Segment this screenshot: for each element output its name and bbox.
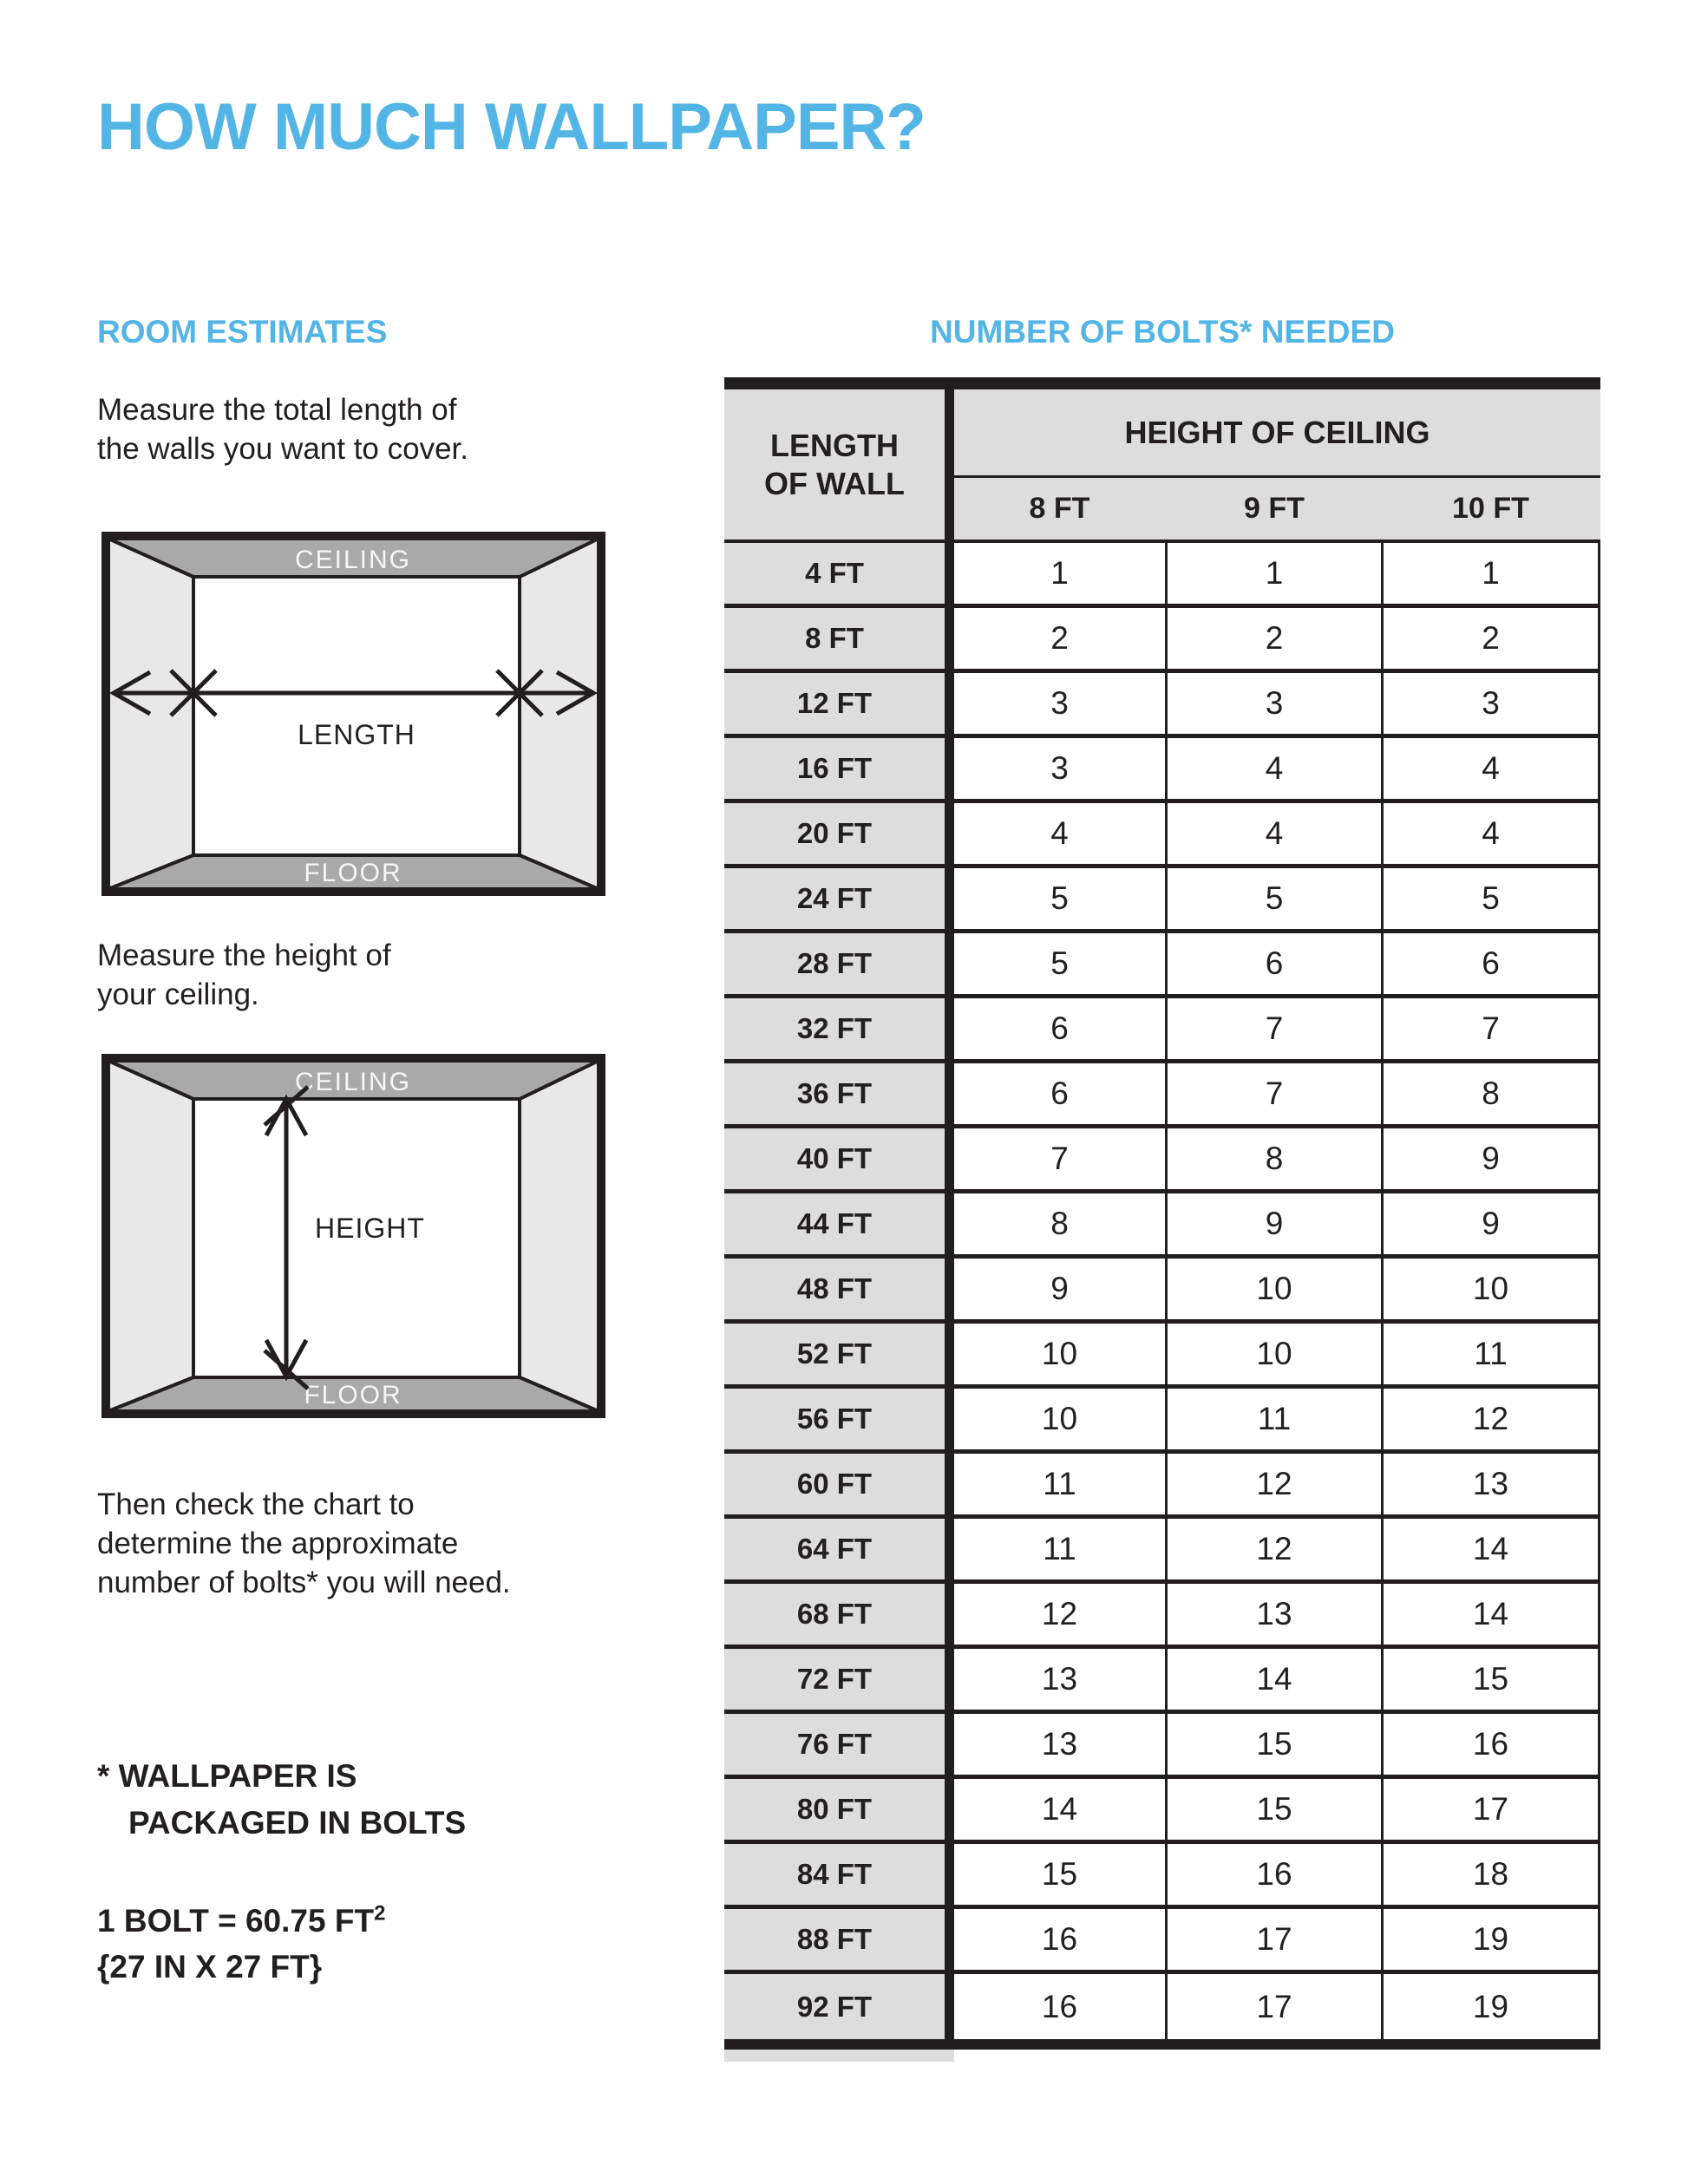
measure-height-paragraph: [97, 936, 391, 1014]
value-cell: 13: [954, 1649, 1165, 1710]
value-cell: 3: [954, 673, 1165, 734]
table-divider: [945, 1714, 954, 1775]
table-divider: [945, 1063, 954, 1124]
row-label: 64 FT: [724, 1519, 945, 1579]
row-label: 16 FT: [724, 738, 945, 799]
bolt-equation-exponent: 2: [374, 1901, 386, 1926]
table-right-border: [1598, 1909, 1600, 1970]
value-cell: 2: [954, 608, 1165, 669]
value-cell: 19: [1384, 1909, 1598, 1970]
table-right-border: [1598, 1193, 1600, 1254]
row-label: 84 FT: [724, 1844, 945, 1905]
value-cell: 3: [1384, 673, 1598, 734]
table-divider: [945, 933, 954, 994]
bolts-footnote: [97, 1753, 466, 1847]
table-right-border: [1598, 803, 1600, 864]
bolt-dimensions: {27 IN X 27 FT}: [97, 1949, 323, 1985]
table-divider: [945, 1844, 954, 1905]
measure-length-paragraph: [97, 390, 468, 468]
table-row: [724, 1909, 1600, 1974]
table-right-border: [1598, 1844, 1600, 1905]
table-row: [724, 933, 1600, 998]
value-cell: 4: [1168, 803, 1381, 864]
row-label: 36 FT: [724, 1063, 945, 1124]
table-divider: [945, 1584, 954, 1645]
row-label: 52 FT: [724, 1324, 945, 1384]
value-cell: 9: [954, 1259, 1165, 1319]
value-cell: 13: [1384, 1454, 1598, 1514]
value-cell: 2: [1384, 608, 1598, 669]
value-cell: 1: [1384, 543, 1598, 604]
paragraph-line: number of bolts* you will need.: [97, 1566, 511, 1599]
table-divider: [945, 1909, 954, 1970]
value-cell: 14: [1384, 1519, 1598, 1579]
value-cell: 12: [1168, 1454, 1381, 1514]
table-divider: [945, 803, 954, 864]
bolt-equation: [97, 1898, 385, 1944]
room-height-diagram: [101, 1054, 605, 1418]
value-cell: 17: [1168, 1909, 1381, 1970]
table-row: [724, 1193, 1600, 1259]
table-divider: [945, 1324, 954, 1384]
table-row: [724, 738, 1600, 803]
paragraph-line: the walls you want to cover.: [97, 432, 468, 466]
table-right-border: [1598, 1324, 1600, 1384]
footnote-line: PACKAGED IN BOLTS: [128, 1805, 467, 1841]
value-cell: 11: [1384, 1324, 1598, 1384]
value-cell: 11: [954, 1454, 1165, 1514]
row-label: 80 FT: [724, 1779, 945, 1840]
table-right-border: [1598, 608, 1600, 669]
left-wall: [108, 539, 193, 889]
table-divider: [945, 1519, 954, 1579]
table-row: [724, 543, 1600, 608]
column-header: 9 FT: [1244, 492, 1305, 525]
header-line: OF WALL: [764, 465, 905, 501]
table-right-border: [1598, 998, 1600, 1059]
table-row: [724, 1844, 1600, 1909]
row-label: 40 FT: [724, 1128, 945, 1189]
value-cell: 3: [954, 738, 1165, 799]
table-divider: [945, 1259, 954, 1319]
value-cell: 12: [954, 1584, 1165, 1645]
table-divider: [945, 1974, 954, 2039]
table-row: [724, 1974, 1600, 2039]
table-row: [724, 1584, 1600, 1649]
length-label: LENGTH: [298, 719, 415, 750]
table-right-border: [1598, 1519, 1600, 1579]
right-wall: [520, 1061, 599, 1411]
value-cell: 6: [954, 1063, 1165, 1124]
value-cell: 5: [1168, 868, 1381, 929]
value-cell: 19: [1384, 1974, 1598, 2039]
row-label: 48 FT: [724, 1259, 945, 1319]
table-divider: [945, 1454, 954, 1514]
table-row: [724, 673, 1600, 738]
table-right-border: [1598, 1063, 1600, 1124]
bolts-needed-heading: NUMBER OF BOLTS* NEEDED: [930, 314, 1395, 350]
height-label: HEIGHT: [315, 1213, 425, 1244]
value-cell: 12: [1384, 1389, 1598, 1449]
table-divider: [945, 868, 954, 929]
row-label: 28 FT: [724, 933, 945, 994]
left-wall: [108, 1061, 193, 1411]
table-right-border: [1598, 1389, 1600, 1449]
bolts-needed-table: [724, 377, 1600, 2062]
value-cell: 8: [1384, 1063, 1598, 1124]
table-row: [724, 1714, 1600, 1779]
value-cell: 15: [1384, 1649, 1598, 1710]
value-cell: 1: [954, 543, 1165, 604]
value-cell: 14: [954, 1779, 1165, 1840]
table-right-border: [1598, 1974, 1600, 2039]
page-title: HOW MUCH WALLPAPER?: [97, 90, 926, 164]
table-right-border: [1598, 1128, 1600, 1189]
table-right-border: [1598, 1649, 1600, 1710]
value-cell: 4: [954, 803, 1165, 864]
value-cell: 10: [1168, 1259, 1381, 1319]
value-cell: 9: [1384, 1128, 1598, 1189]
column-headers-row: [954, 478, 1600, 539]
header-gap: [1598, 478, 1600, 539]
row-label: 32 FT: [724, 998, 945, 1059]
value-cell: 7: [1168, 998, 1381, 1059]
value-cell: 14: [1384, 1584, 1598, 1645]
table-divider: [945, 543, 954, 604]
value-cell: 18: [1384, 1844, 1598, 1905]
value-cell: 16: [954, 1909, 1165, 1970]
footnote-line: * WALLPAPER IS: [97, 1758, 357, 1794]
table-row: [724, 1519, 1600, 1584]
column-header: 10 FT: [1452, 492, 1529, 525]
value-cell: 5: [954, 933, 1165, 994]
row-label: 44 FT: [724, 1193, 945, 1254]
table-right-border: [1598, 1779, 1600, 1840]
table-right-border: [1598, 933, 1600, 994]
row-label: 76 FT: [724, 1714, 945, 1775]
height-of-ceiling-header: HEIGHT OF CEILING: [954, 389, 1600, 475]
table-row: [724, 1324, 1600, 1389]
table-right-border: [1598, 868, 1600, 929]
row-label: 56 FT: [724, 1389, 945, 1449]
table-right-border: [1598, 1454, 1600, 1514]
table-right-border: [1598, 1259, 1600, 1319]
value-cell: 1: [1168, 543, 1381, 604]
value-cell: 4: [1384, 738, 1598, 799]
table-right-border: [1598, 673, 1600, 734]
value-cell: 7: [954, 1128, 1165, 1189]
value-cell: 15: [1168, 1779, 1381, 1840]
floor-label: FLOOR: [304, 859, 402, 887]
value-cell: 17: [1168, 1974, 1381, 2039]
value-cell: 5: [1384, 868, 1598, 929]
value-cell: 6: [1168, 933, 1381, 994]
floor-label: FLOOR: [304, 1381, 402, 1409]
table-row: [724, 608, 1600, 673]
row-label: 68 FT: [724, 1584, 945, 1645]
row-label: 24 FT: [724, 868, 945, 929]
table-row: [724, 998, 1600, 1063]
row-label: 8 FT: [724, 608, 945, 669]
value-cell: 4: [1384, 803, 1598, 864]
table-divider: [945, 1649, 954, 1710]
value-cell: 16: [1168, 1844, 1381, 1905]
table-divider: [945, 1193, 954, 1254]
row-label: 72 FT: [724, 1649, 945, 1710]
value-cell: 16: [1384, 1714, 1598, 1775]
ceiling-label: CEILING: [294, 1068, 412, 1096]
table-divider: [945, 1128, 954, 1189]
value-cell: 17: [1384, 1779, 1598, 1840]
table-right-border: [1598, 543, 1600, 604]
table-row: [724, 1454, 1600, 1519]
table-row: [724, 1389, 1600, 1454]
table-divider: [945, 1389, 954, 1449]
value-cell: 14: [1168, 1649, 1381, 1710]
table-rows: [724, 543, 1600, 2039]
value-cell: 12: [1168, 1519, 1381, 1579]
table-row: [724, 1649, 1600, 1714]
value-cell: 10: [1168, 1324, 1381, 1384]
value-cell: 9: [1384, 1193, 1598, 1254]
table-right-border: [1598, 1584, 1600, 1645]
table-row: [724, 1779, 1600, 1844]
value-cell: 4: [1168, 738, 1381, 799]
row-label: 92 FT: [724, 1974, 945, 2039]
table-row: [724, 803, 1600, 868]
paragraph-line: Then check the chart to: [97, 1488, 415, 1521]
column-header: 8 FT: [1029, 492, 1090, 525]
table-divider: [945, 998, 954, 1059]
table-row: [724, 1063, 1600, 1128]
table-divider: [945, 608, 954, 669]
value-cell: 11: [1168, 1389, 1381, 1449]
paragraph-line: Measure the total length of: [97, 393, 457, 427]
value-cell: 15: [1168, 1714, 1381, 1775]
length-of-wall-header: [724, 389, 945, 539]
value-cell: 15: [954, 1844, 1165, 1905]
value-cell: 8: [954, 1193, 1165, 1254]
table-row: [724, 1128, 1600, 1193]
table-divider: [945, 673, 954, 734]
row-label: 12 FT: [724, 673, 945, 734]
paragraph-line: Measure the height of: [97, 938, 391, 972]
check-chart-paragraph: [97, 1485, 511, 1602]
bolt-size-info: [97, 1898, 385, 1990]
table-top-bar: [724, 377, 1600, 389]
row-label: 4 FT: [724, 543, 945, 604]
table-footer-stub: [724, 2050, 954, 2062]
paragraph-line: determine the approximate: [97, 1527, 459, 1560]
value-cell: 9: [1168, 1193, 1381, 1254]
row-label: 20 FT: [724, 803, 945, 864]
row-label: 60 FT: [724, 1454, 945, 1514]
value-cell: 10: [954, 1324, 1165, 1384]
table-right-border: [1598, 1714, 1600, 1775]
table-header: [724, 389, 1600, 539]
header-line: LENGTH: [770, 427, 899, 463]
table-row: [724, 1259, 1600, 1324]
value-cell: 7: [1384, 998, 1598, 1059]
table-divider: [945, 1779, 954, 1840]
room-length-diagram: [101, 532, 605, 896]
value-cell: 3: [1168, 673, 1381, 734]
table-divider: [945, 389, 954, 539]
table-bottom-bar: [724, 2039, 1600, 2050]
table-divider: [945, 738, 954, 799]
value-cell: 8: [1168, 1128, 1381, 1189]
paragraph-line: your ceiling.: [97, 978, 259, 1011]
table-right-border: [1598, 738, 1600, 799]
bolt-equation-text: 1 BOLT = 60.75 FT: [97, 1903, 375, 1939]
table-row: [724, 868, 1600, 933]
value-cell: 11: [954, 1519, 1165, 1579]
value-cell: 13: [1168, 1584, 1381, 1645]
value-cell: 6: [954, 998, 1165, 1059]
value-cell: 10: [1384, 1259, 1598, 1319]
value-cell: 2: [1168, 608, 1381, 669]
value-cell: 5: [954, 868, 1165, 929]
room-estimates-heading: ROOM ESTIMATES: [97, 314, 388, 350]
ceiling-label: CEILING: [294, 546, 412, 574]
value-cell: 10: [954, 1389, 1165, 1449]
value-cell: 13: [954, 1714, 1165, 1775]
value-cell: 7: [1168, 1063, 1381, 1124]
row-label: 88 FT: [724, 1909, 945, 1970]
value-cell: 16: [954, 1974, 1165, 2039]
value-cell: 6: [1384, 933, 1598, 994]
